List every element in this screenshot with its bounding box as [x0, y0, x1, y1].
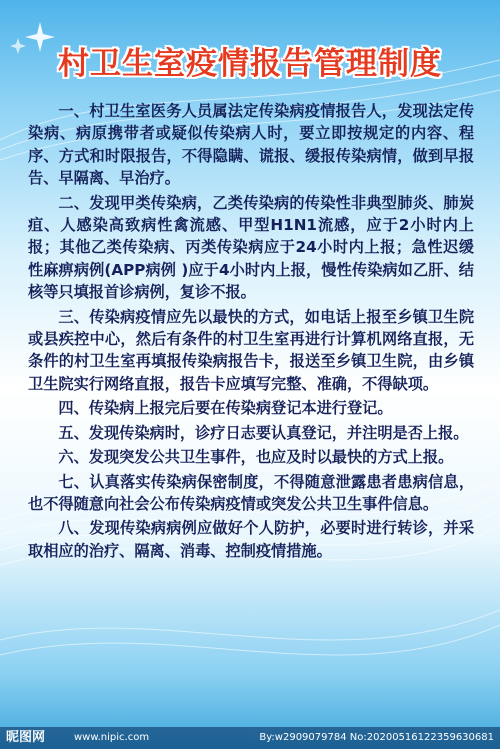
regulation-item-8: 八、发现传染病病例应做好个人防护，必要时进行转诊，并采取相应的治疗、隔离、消毒、控制疫情措施。: [28, 519, 474, 560]
regulation-item-7: 七、认真落实传染病保密制度，不得随意泄露患者患病信息，也不得随意向社会公布传染病疫情或突发公共卫生事件信息。: [28, 472, 474, 513]
regulation-item-6: 六、发现突发公共卫生事件，也应及时以最快的方式上报。: [58, 448, 454, 467]
regulation-item-2: 二、发现甲类传染病，乙类传染病的传染性非典型肺炎、肺炭疽、人感染高致病性禽流感、甲型H1N1流感，应于2小时内上报；其他乙类传染病、丙类传染病应于24小时内上报；急性迟缓性麻痹病例(APP病例 )应于4小时内上报，慢性传染病如乙肝、结核等只填报首诊病例，复诊不报。: [28, 193, 474, 302]
regulation-item-5: 五、发现传染病时，诊疗日志要认真登记，并注明是否上报。: [58, 423, 469, 442]
watermark-logo: 昵图网: [6, 730, 46, 745]
poster-title: 村卫生室疫情报告管理制度: [58, 46, 442, 82]
regulation-text: [28, 100, 474, 564]
watermark-meta: By:w2909079784 No:20200516122359630681: [259, 732, 494, 743]
regulation-item-1: 一、村卫生室医务人员属法定传染病疫情报告人，发现法定传染病、病原携带者或疑似传染病人时，要立即按规定的内容、程序、方式和时限报告，不得隐瞒、谎报、缓报传染病情，做到早报告、早隔离、早治疗。: [28, 102, 474, 188]
regulation-item-4: 四、传染病上报完后要在传染病登记本进行登记。: [58, 399, 393, 418]
watermark-site: www.nipic.com: [74, 732, 150, 743]
watermark-bar: [0, 727, 500, 749]
regulation-item-3: 三、传染病疫情应先以最快的方式，如电话上报至乡镇卫生院或县疾控中心，然后有条件的村卫生室再进行计算机网络直报，无条件的村卫生室再填报传染病报告卡，报送至乡镇卫生院，由乡镇卫生院实行网络直报，报告卡应填写完整、准确，不得缺项。: [28, 307, 474, 393]
